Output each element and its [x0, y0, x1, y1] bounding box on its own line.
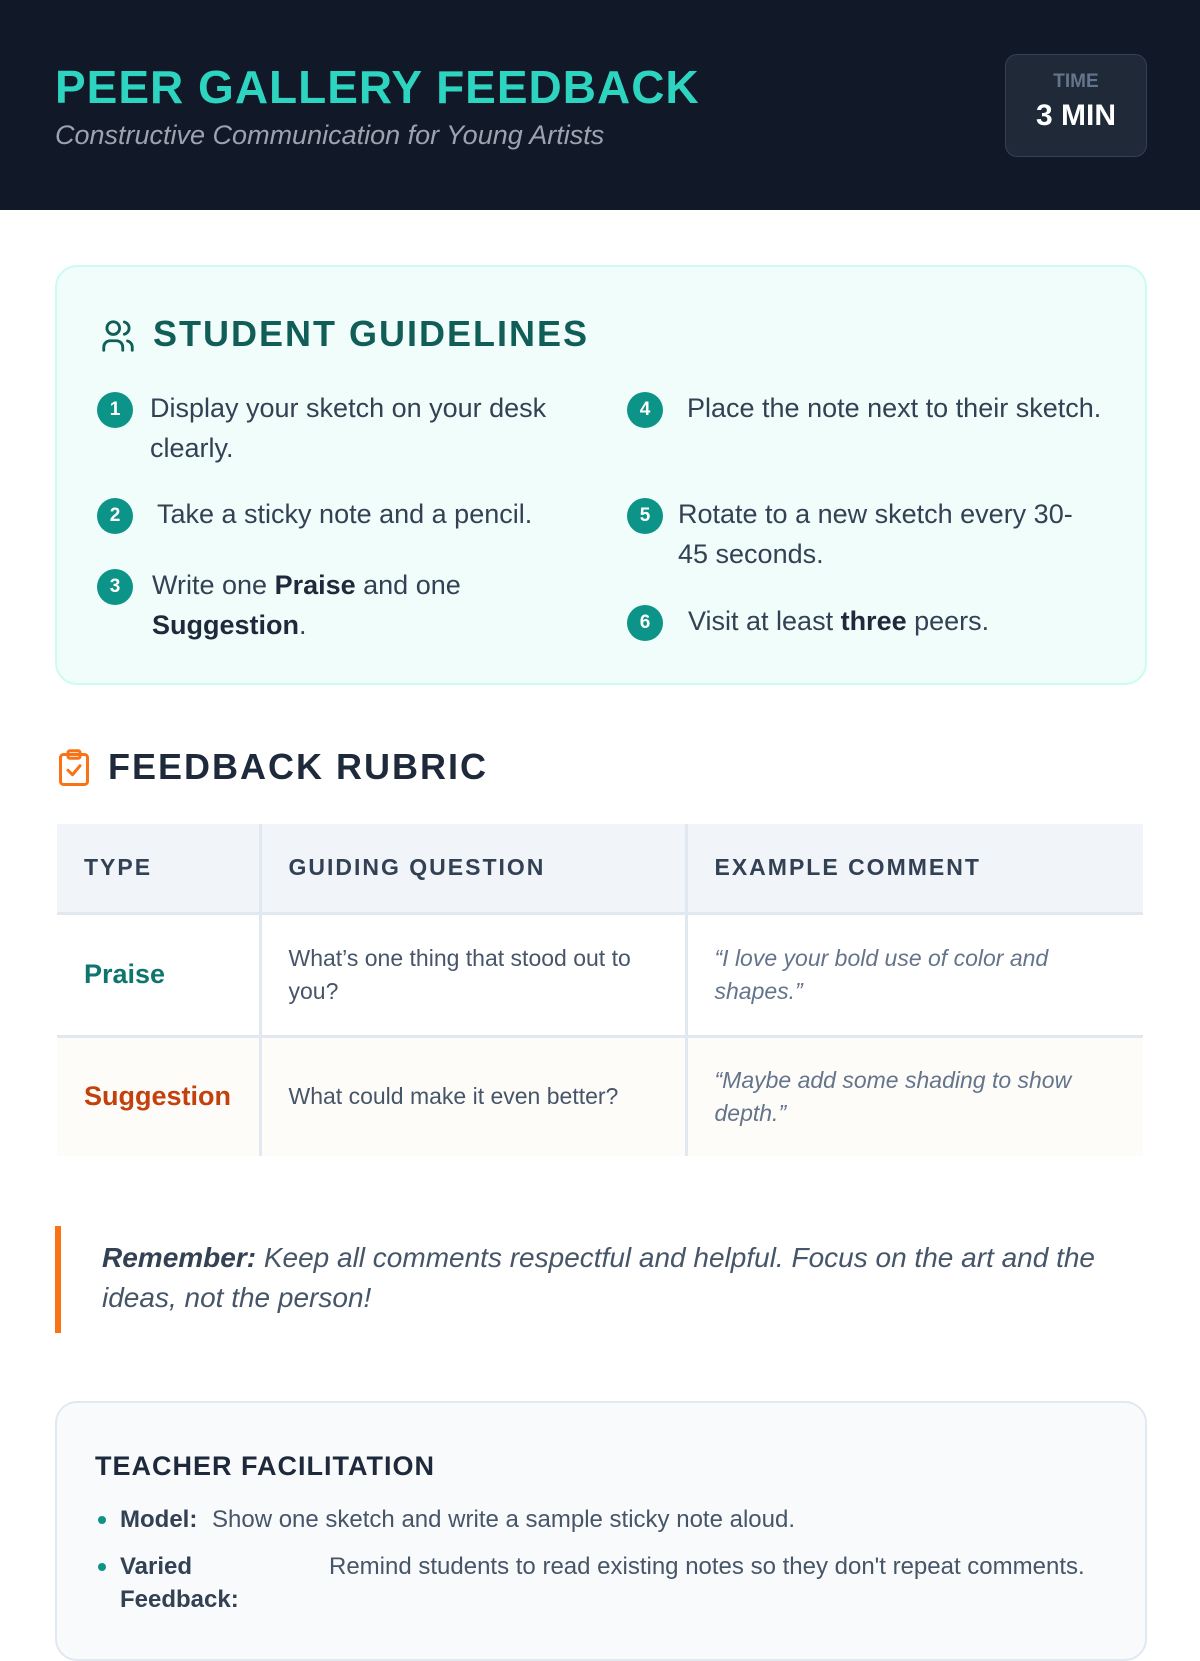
step-1-text: Display your sketch on your desk clearly. — [150, 393, 547, 463]
teacher-item-text: Remind students to read existing notes so they don't repeat comments. — [329, 1553, 1085, 1580]
step-2-text: Take a sticky note and a pencil. — [157, 499, 533, 529]
step-number-5: 5 — [627, 498, 663, 534]
column-header-question: GUIDING QUESTION — [260, 824, 686, 913]
page-subtitle: Constructive Communication for Young Artists — [55, 120, 605, 150]
table-row — [57, 1036, 1143, 1156]
question-cell: What could make it even better? — [260, 1036, 686, 1156]
emphasis-suggestion: Suggestion — [152, 610, 299, 640]
table-header-row — [57, 824, 1143, 913]
question-cell: What’s one thing that stood out to you? — [260, 913, 686, 1036]
student-guidelines-card — [55, 265, 1147, 685]
step-number-3: 3 — [97, 569, 133, 605]
emphasis-praise: Praise — [274, 570, 356, 600]
time-label: TIME — [1053, 71, 1099, 92]
teacher-item-text: Show one sketch and write a sample sticky note aloud. — [212, 1506, 795, 1533]
step-3-text: Write one Praise and one Suggestion. — [152, 570, 461, 640]
page-title: PEER GALLERY FEEDBACK — [55, 61, 700, 113]
type-cell: Praise — [57, 913, 260, 1036]
time-badge — [1005, 54, 1147, 157]
step-number-6: 6 — [627, 605, 663, 641]
example-cell: “Maybe add some shading to show depth.” — [686, 1036, 1143, 1156]
table-row — [57, 913, 1143, 1036]
bullet-dot — [98, 1563, 106, 1571]
guidelines-title: STUDENT GUIDELINES — [153, 313, 590, 354]
step-number-4: 4 — [627, 392, 663, 428]
teacher-item-label: Model: — [120, 1506, 198, 1533]
reminder-callout — [55, 1226, 1147, 1333]
column-header-example: EXAMPLE COMMENT — [686, 824, 1143, 913]
users-icon — [99, 317, 137, 355]
emphasis-three: three — [840, 606, 907, 636]
rubric-title: FEEDBACK RUBRIC — [108, 746, 488, 787]
teacher-title: TEACHER FACILITATION — [95, 1451, 435, 1481]
type-cell: Suggestion — [57, 1036, 260, 1156]
reminder-text: Keep all comments respectful and helpful. Focus on the art and the ideas, not the person! — [102, 1242, 1095, 1313]
teacher-facilitation-card — [55, 1401, 1147, 1661]
column-header-type: TYPE — [57, 824, 260, 913]
feedback-rubric-table — [57, 824, 1143, 1156]
time-value: 3 MIN — [1035, 99, 1116, 132]
page-header — [0, 0, 1200, 210]
step-number-1: 1 — [97, 392, 133, 428]
step-number-2: 2 — [97, 498, 133, 534]
example-cell: “I love your bold use of color and shapes.” — [686, 913, 1143, 1036]
step-4-text: Place the note next to their sketch. — [687, 393, 1102, 423]
bullet-dot — [98, 1516, 106, 1524]
clipboard-check-icon — [56, 748, 92, 788]
reminder-label: Remember: — [102, 1242, 257, 1273]
step-5-text: Rotate to a new sketch every 30-45 seconds. — [678, 499, 1073, 569]
teacher-item-label: Varied Feedback: — [120, 1553, 239, 1613]
step-6-text: Visit at least three peers. — [688, 606, 990, 636]
